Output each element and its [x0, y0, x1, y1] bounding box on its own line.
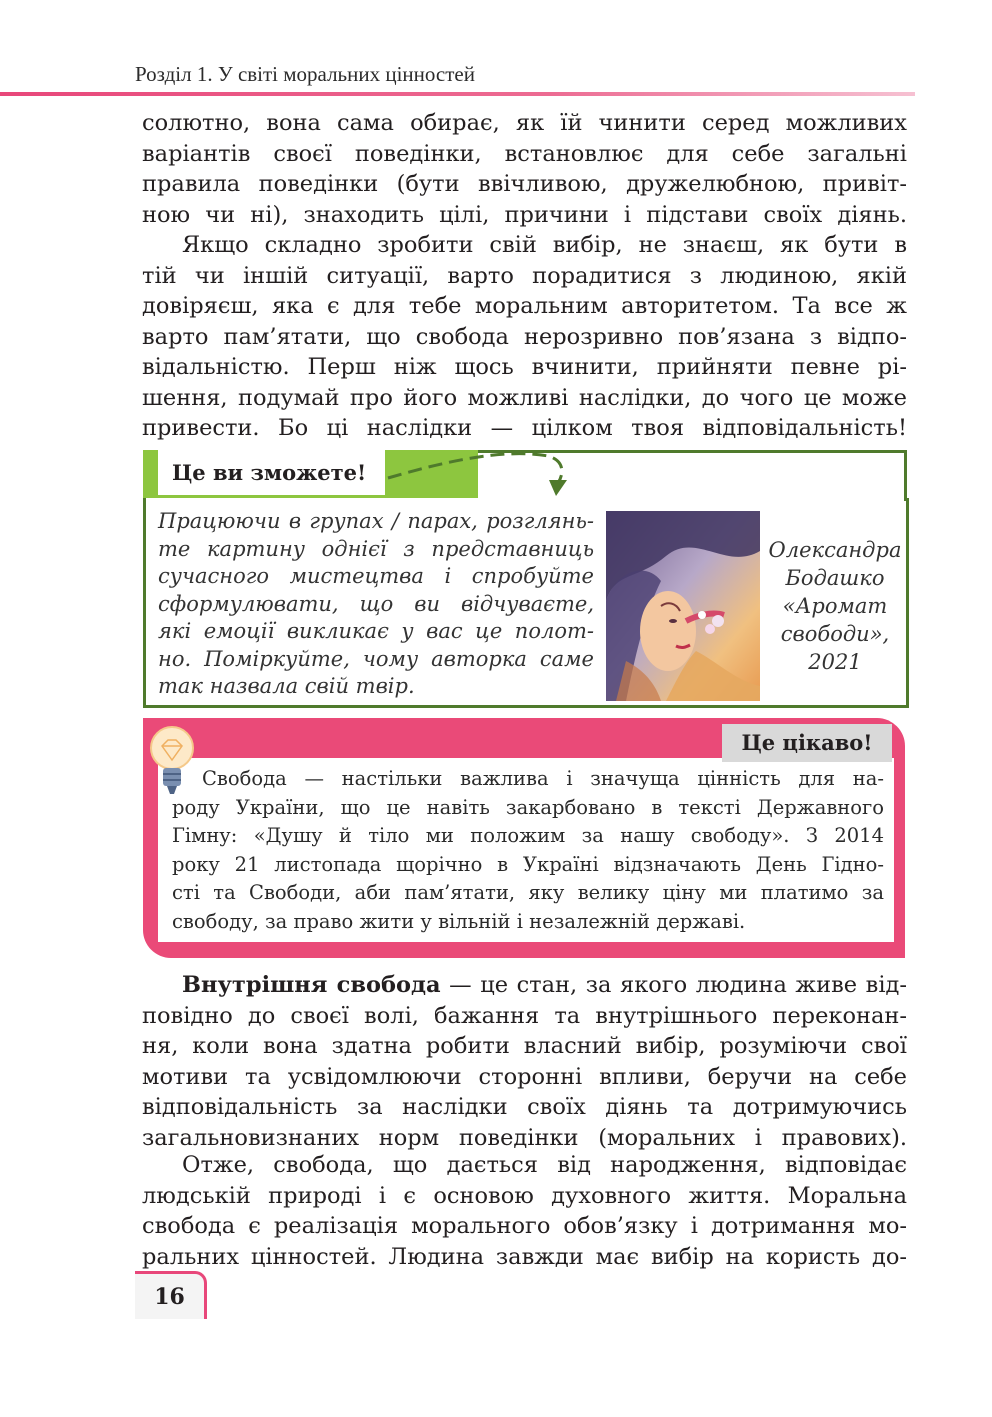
paragraph-4	[142, 1150, 907, 1272]
header-rule	[0, 92, 915, 96]
text-line: варіантів своєї поведінки, встановлює для себе загальні	[142, 140, 907, 167]
text-line: Якщо складно зробити свій вибір, не знаєш, як бути в	[182, 232, 907, 258]
text-line: ною чи ні), знаходить цілі, причини і підстави своїх діянь.	[142, 201, 907, 228]
text-line: Працюючи в групах / парах, розглянь-	[158, 509, 594, 533]
text-line: відповідальність за наслідки своїх діянь та дотримуючись	[142, 1094, 907, 1120]
text-line: те картину однієї з представниць	[158, 536, 594, 561]
text-line: ральних цінностей. Людина завжди має вибір на користь до-	[142, 1243, 907, 1270]
text-line: сті та Свободи, аби пам’ятати, яку велику ціну ми платимо за	[172, 881, 884, 904]
text-line: Гімну: «Душу й тіло ми положим за нашу свободу». З 2014	[172, 824, 884, 847]
text-line: солютно, вона сама обирає, як їй чинити серед можливих	[142, 110, 907, 136]
fact-text	[172, 765, 884, 936]
text-line: сформулювати, що ви відчуваєте,	[158, 591, 594, 616]
task-text	[158, 508, 594, 701]
running-header: Розділ 1. У світі моральних цінностей	[135, 62, 475, 86]
text-line: шення, подумай про його можливі наслідки, до чого це може	[142, 384, 907, 411]
paragraph-2	[142, 230, 907, 444]
text-line: які емоції викликає у вас це полот-	[158, 619, 594, 643]
caption-line: Олександра	[768, 538, 902, 562]
text-line: ня, коли вона здатна робити власний вибір, розуміючи свої	[142, 1033, 907, 1059]
text-line: Отже, свобода, що дається від народження, відповідає	[182, 1152, 907, 1178]
text-line: мотиви та усвідомлюючи сторонні впливи, беручи на себе	[142, 1063, 907, 1090]
text-line: варто пам’ятати, що свобода нерозривно пов’язана з відпо-	[142, 323, 907, 350]
text-line: року 21 листопада щорічно в Україні відзначають День Гідно-	[172, 852, 884, 876]
text-line: свобода є реалізація морального обов’язку і дотримання мо-	[142, 1213, 907, 1239]
text-line: свободу, за право жити у вільній і незалежній державі.	[172, 909, 746, 933]
fact-box-title: Це цікаво!	[722, 724, 892, 762]
paragraph-3	[142, 970, 907, 1153]
text-line: повідно до своєї волі, бажання та внутрішнього переконан-	[142, 1002, 907, 1029]
text-line	[142, 970, 907, 1001]
task-box	[143, 450, 907, 709]
caption-line: свободи»,	[780, 622, 890, 646]
text-line: сучасного мистецтва і спробуйте	[158, 564, 594, 588]
text-fragment: — це стан, за якого людина живе від-	[440, 972, 908, 998]
caption-line: 2021	[808, 650, 862, 674]
caption-line: «Аромат	[782, 594, 888, 618]
term-inner-freedom: Внутрішня свобода	[182, 972, 441, 998]
text-line: загальновизнаних норм поведінки (моральних і правових).	[142, 1124, 907, 1151]
text-line: привести. Бо ці наслідки — цілком твоя відповідальність!	[142, 415, 907, 441]
text-line: но. Поміркуйте, чому авторка саме	[158, 646, 594, 671]
text-line: людській природі і є основою духовного життя. Моральна	[142, 1182, 907, 1209]
text-line: відальністю. Перш ніж щось вчинити, прийняти певне рі-	[142, 354, 907, 380]
text-line: правила поведінки (бути ввічливою, дружелюбною, привіт-	[142, 171, 907, 197]
text-line: так назвала свій твір.	[158, 674, 415, 698]
dashed-arrow-icon	[383, 450, 583, 500]
painting-caption	[763, 536, 907, 676]
text-line: тій чи іншій ситуації, варто порадитися з людиною, якій	[142, 262, 907, 289]
text-line: Свобода — настільки важлива і значуща цінність для на-	[202, 767, 884, 790]
task-box-title: Це ви зможете!	[158, 450, 385, 495]
painting-image	[606, 511, 760, 701]
text-line: роду України, що це навіть закарбовано в тексті Державного	[172, 795, 884, 819]
paragraph-1	[142, 108, 907, 230]
page-number: 16	[135, 1271, 207, 1319]
text-line: довіряєш, яка є для тебе моральним авторитетом. Та все ж	[142, 293, 907, 319]
caption-line: Бодашко	[785, 566, 885, 590]
